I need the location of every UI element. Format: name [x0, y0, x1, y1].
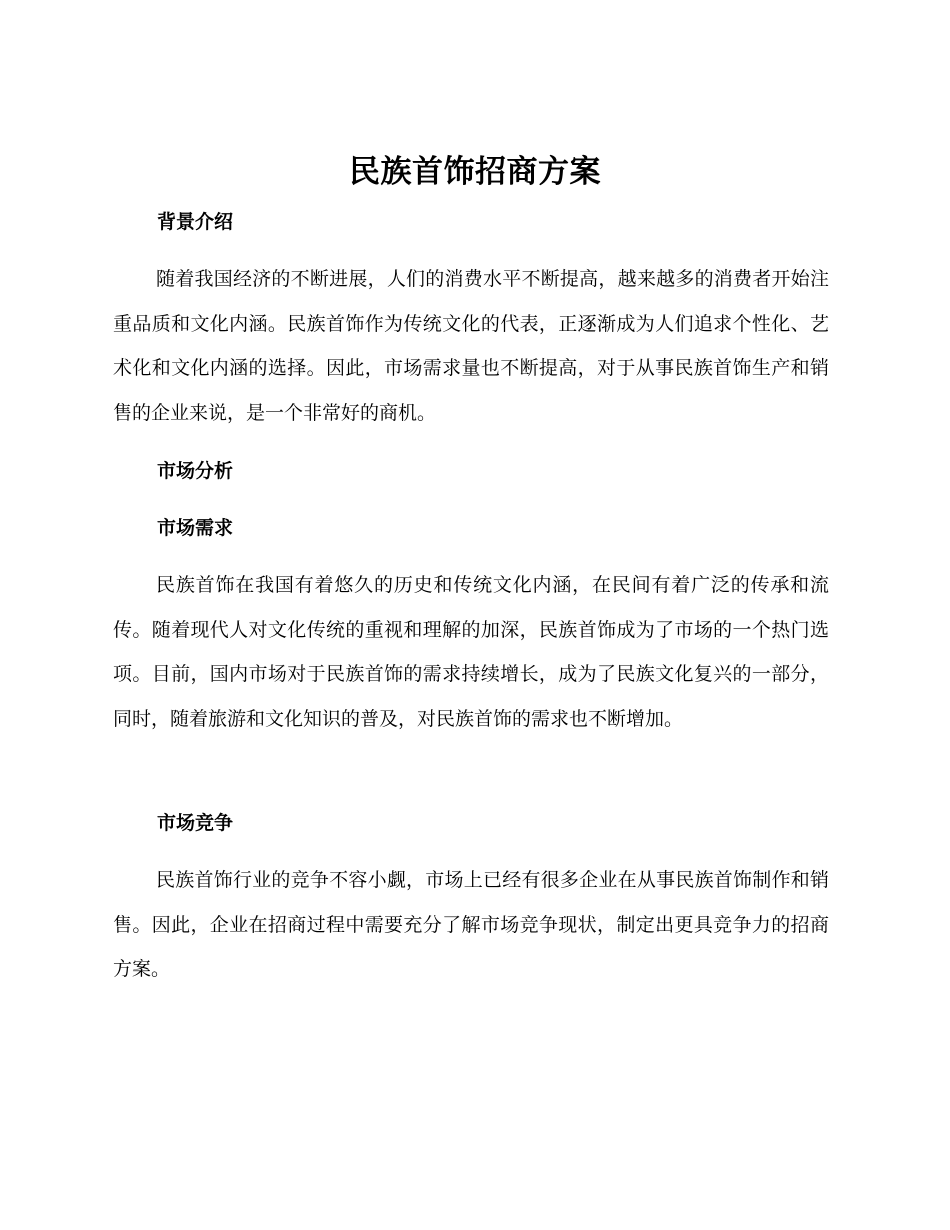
section-paragraph-market-competition: 民族首饰行业的竞争不容小觑，市场上已经有很多企业在从事民族首饰制作和销售。因此，企业在招商过程中需要充分了解市场竞争现状，制定出更具竞争力的招商方案。	[113, 869, 829, 980]
section-heading-background: 背景介绍	[157, 211, 234, 233]
section-heading-market-analysis: 市场分析	[157, 460, 234, 482]
section-heading-market-demand: 市场需求	[157, 517, 234, 539]
document-title: 民族首饰招商方案	[349, 154, 601, 190]
section-paragraph-market-demand: 民族首饰在我国有着悠久的历史和传统文化内涵，在民间有着广泛的传承和流传。随着现代人对文化传统的重视和理解的加深，民族首饰成为了市场的一个热门选项。目前，国内市场对于民族首饰的需求持续增长，成为了民族文化复兴的一部分，同时，随着旅游和文化知识的普及，对民族首饰的需求也不断增加。	[113, 574, 829, 730]
section-heading-market-competition: 市场竞争	[157, 812, 234, 834]
section-paragraph-background: 随着我国经济的不断进展，人们的消费水平不断提高，越来越多的消费者开始注重品质和文化内涵。民族首饰作为传统文化的代表，正逐渐成为人们追求个性化、艺术化和文化内涵的选择。因此，市场需求量也不断提高，对于从事民族首饰生产和销售的企业来说，是一个非常好的商机。	[113, 268, 829, 424]
